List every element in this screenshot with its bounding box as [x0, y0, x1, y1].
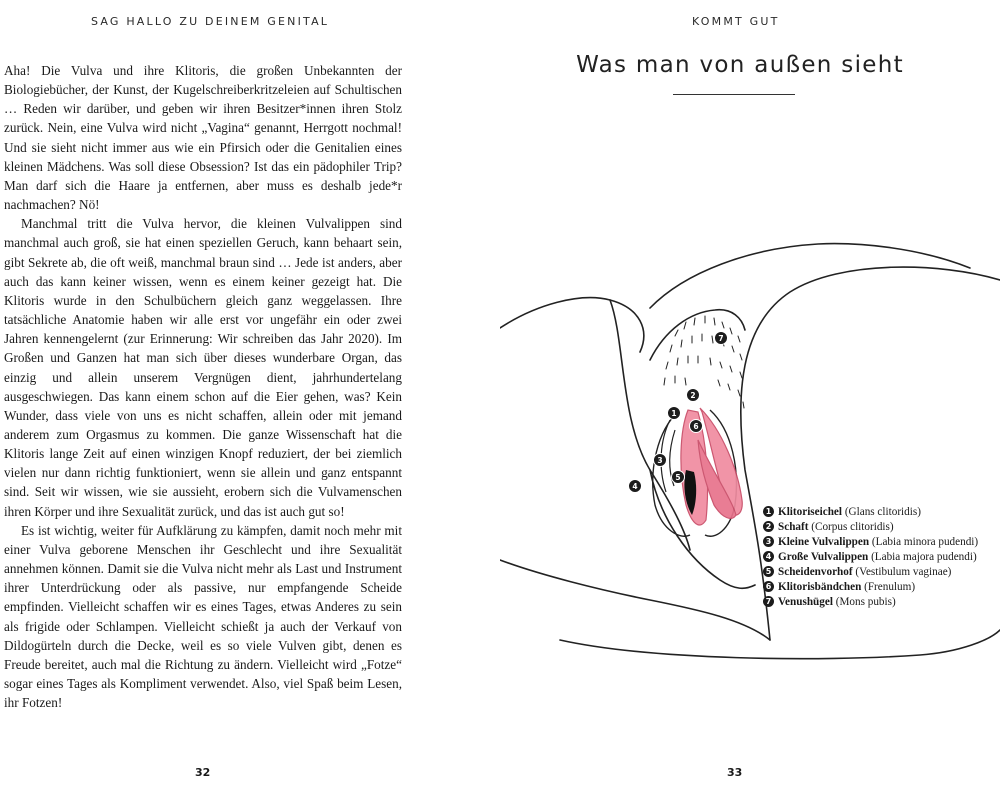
svg-text:7: 7 — [718, 334, 724, 343]
legend-term: Kleine Vulvalippen — [778, 536, 870, 548]
legend-item — [763, 565, 985, 579]
legend-number: 1 — [763, 506, 774, 517]
svg-text:1: 1 — [671, 409, 677, 418]
legend-term: Klitorisbändchen — [778, 581, 862, 593]
legend-latin: (Corpus clitoridis) — [811, 521, 894, 533]
legend-number: 6 — [763, 581, 774, 592]
marker-1 — [668, 407, 681, 420]
legend-item — [763, 535, 985, 549]
running-head-left: SAG HALLO ZU DEINEM GENITAL — [91, 15, 330, 28]
svg-text:6: 6 — [693, 422, 699, 431]
left-leg-outline — [500, 298, 644, 352]
legend-term: Schaft — [778, 521, 809, 533]
left-leg-inner — [610, 300, 690, 550]
mons-outline — [650, 310, 745, 360]
legend-item — [763, 550, 985, 564]
marker-4 — [629, 480, 642, 493]
pubic-hair — [664, 316, 744, 408]
legend-term: Scheidenvorhof — [778, 566, 853, 578]
marker-3 — [654, 454, 667, 467]
bottom-outline — [560, 630, 1000, 659]
belly-outline — [650, 244, 970, 308]
legend-latin: (Frenulum) — [864, 581, 916, 593]
marker-6 — [690, 420, 703, 433]
vulva-illustration — [500, 0, 1000, 800]
legend-latin: (Mons pubis) — [835, 596, 896, 608]
legend-latin: (Vestibulum vaginae) — [855, 566, 952, 578]
legend-number: 5 — [763, 566, 774, 577]
legend-latin: (Glans clitoridis) — [844, 506, 921, 518]
svg-text:5: 5 — [675, 473, 681, 482]
legend-number: 7 — [763, 596, 774, 607]
paragraph-3: Es ist wichtig, weiter für Aufklärung zu kämpfen, damit noch mehr mit einer Vulva geborene Menschen ihr Geschlecht und ihre Sexualität annehmen können. Damit sie die Vulva nicht mehr als Last und Instrument ihrer Unterdrückung oder als passive, nur empfangende Scheide empfinden. Vielleicht schaffen wir es eines Tages, etwas Anderes zu sein als frigide oder Schlampen. Vielleicht schießt ja auch der Verkauf von Dildogürteln durch die Decke, weil es so viele Vulven gibt, denen es Freude bereitet, auch mal die Richtung zu ändern. Vielleicht wird „Fotze“ sogar eines Tages als Kompliment verwendet. Also, viel Spaß beim Lesen, ihr Fotzen! — [4, 522, 402, 711]
body-text — [4, 61, 402, 712]
marker-2 — [687, 389, 700, 402]
legend-item — [763, 595, 985, 609]
marker-5 — [672, 471, 685, 484]
legend-item — [763, 520, 985, 534]
legend — [763, 505, 985, 610]
legend-latin: (Labia minora pudendi) — [871, 536, 979, 548]
legend-item — [763, 505, 985, 519]
svg-text:4: 4 — [632, 482, 638, 491]
legend-number: 4 — [763, 551, 774, 562]
legend-item — [763, 580, 985, 594]
legend-number: 3 — [763, 536, 774, 547]
legend-latin: (Labia majora pudendi) — [871, 551, 977, 563]
svg-text:2: 2 — [690, 391, 696, 400]
svg-text:3: 3 — [657, 456, 663, 465]
page-number-left: 32 — [195, 766, 211, 779]
page-number-right: 33 — [727, 766, 743, 779]
legend-term: Venushügel — [778, 596, 833, 608]
paragraph-2: Manchmal tritt die Vulva hervor, die kleinen Vulvalippen sind manchmal auch groß, sie hat einen speziellen Geruch, kann behaart sein, gibt Sekrete ab, die oft weiß, manchmal braun sind … Jede ist anders, aber auch das kann keiner wissen, wenn es einem keiner gezeigt hat. Die Klitoris wurde in den Schulbüchern gleich ganz weggelassen. Ihre tatsächliche Anatomie haben wir alle erst vor ungefähr ein oder zwei Jahren kennengelernt (zur Erinnerung: Wir schreiben das Jahr 2020). Im Großen und Ganzen hat man sich über dieses wunderbare Organ, das einzig und allein unserem Vergnügen dient, jahrhundertelang ausgeschwiegen. Das kann einem schon auf die Eier gehen, was? Kein Wunder, dass viele von uns es nicht schaffen, allein oder mit jemand anderem zum Orgasmus zu kommen. Die ganze Wissenschaft hat die Klitoris lange Zeit auf einen winzigen Knopf reduziert, der bei ziemlich vielen nur dann richtig funktioniert, wenn sie allein und ganz entspannt sind. Seit wir wissen, wie sie aussieht, erobern sich die Vulvamenschen ihren Körper und ihre Sexualität zurück, und das ist auch gut so! — [4, 216, 402, 519]
left-body-outline — [500, 560, 770, 640]
right-page — [500, 0, 1000, 800]
marker-7 — [715, 332, 728, 345]
legend-term: Große Vulvalippen — [778, 551, 869, 563]
legend-term: Klitoriseichel — [778, 506, 843, 518]
paragraph-1: Aha! Die Vulva und ihre Klitoris, die großen Unbekannten der Biologiebücher, der Kunst, der Kugelschreiberkritzeleien auf Schultischen … Reden wir darüber, und geben wir ihren Besitzer*innen ihren Stolz zurück. Nein, eine Vulva wird nicht „Vagina“ genannt, Herrgott nochmal! Und sie sieht nicht immer aus wie ein Pfirsich oder die Genitalien eines kleinen Mädchens. Was soll diese Obsession? Ist das ein pädophiler Trip? Man darf sich die Haare ja entfernen, aber muss es deshalb jede*r nachmachen? Nö! — [4, 63, 402, 213]
running-head-right: KOMMT GUT — [692, 15, 780, 28]
page-heading: Was man von außen sieht — [576, 52, 904, 78]
legend-number: 2 — [763, 521, 774, 532]
